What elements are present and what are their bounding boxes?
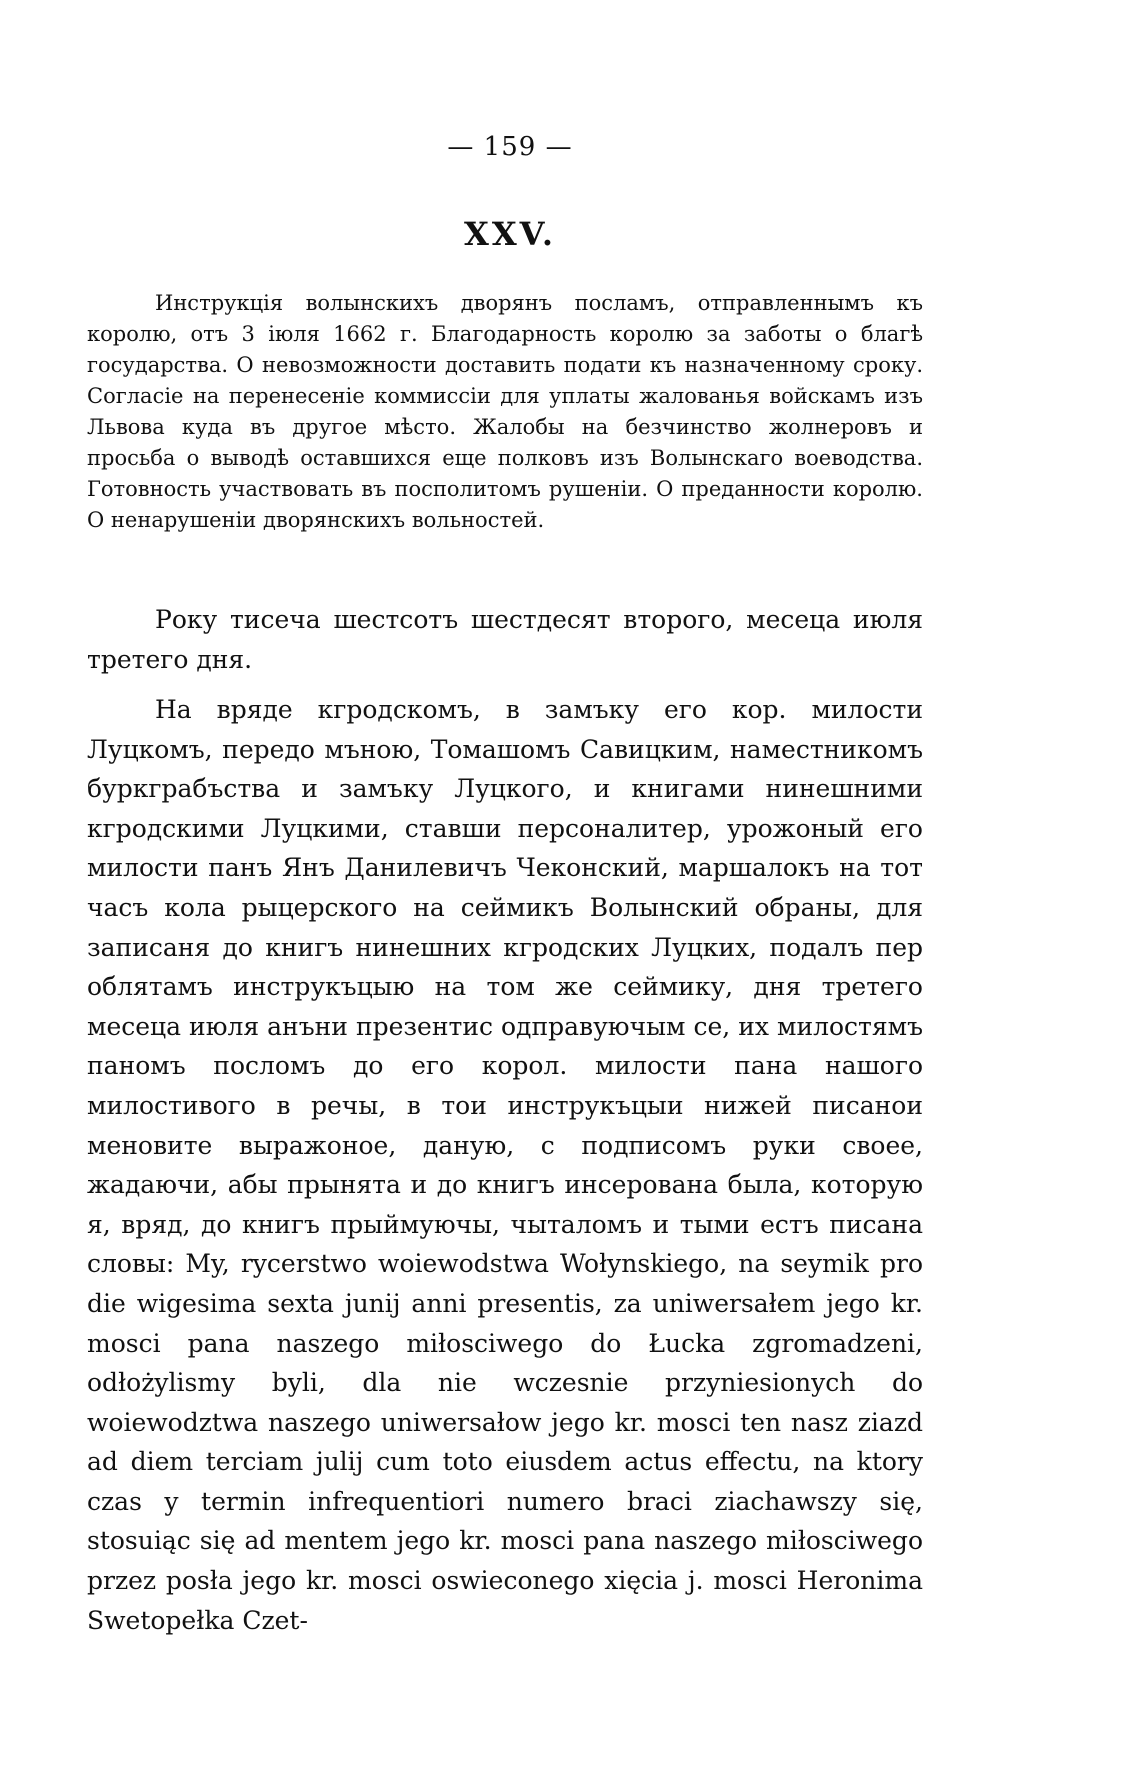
- document-date-paragraph: Року тисеча шестсотъ шестдесят второго, месеца июля третего дня.: [87, 605, 923, 674]
- document-body-paragraph: На вряде кгродскомъ, в замъку его кор. милости Луцкомъ, передо мъною, Томашомъ Савицким, наместникомъ буркграбъства и замъку Луцкого, и книгами нинешними кгродскими Луцкими, ставши персоналитер, урожоный его милости панъ Янъ Данилевичъ Чеконский, маршалокъ на тот часъ кола рыцерского на сеймикъ Волынский обраны, для записаня до книгъ нинешних кгродских Луцких, подалъ пер облятамъ инструкъцыю на том же сеймику, дня третего месеца июля анъни презентис одправуючым се, их милостямъ паномъ посломъ до его корол. милости пана нашого милостивого в речы, в тои инструкъцыи нижей писанои меновите выражоное, даную, с подписомъ руки своее, жадаючи, абы прынята и до книгъ инсерована была, которую я, вряд, до книгъ прыймуючы, чыталомъ и тыми естъ писана словы: My, rycerstwo woiewodstwa Wołynskiego, na seymik pro die wigesima sexta junij anni presentis, za uniwersałem jego kr. mosci pana naszego miłosciwego do Łucka zgromadzeni, odłożylismy byli, dla nie wczesnie przyniesionych do woiewodztwa naszego uniwersałow jego kr. mosci ten nasz ziazd ad diem terciam julij cum toto eiusdem actus effectu, na ktory czas y termin infrequentiori numero braci ziachawszy się, stosuiąc się ad mentem jego kr. mosci pana naszego miłosciwego przez posła jego kr. mosci oswieconego xięcia j. mosci Heronima Swetopełka Czet-: [87, 695, 923, 1635]
- page-number: — 159 —: [447, 132, 573, 162]
- document-summary: Инструкція волынскихъ дворянъ посламъ, отправленнымъ къ королю, отъ 3 іюля 1662 г. Благодарность королю за заботы о благѣ государства. О невозможности доставить подати къ назначенному сроку. Согласіе на перенесеніе коммиссіи для уплаты жалованья войскамъ изъ Львова куда въ другое мѣсто. Жалобы на безчинство жолнеровъ и просьба о выводѣ оставшихся еще полковъ изъ Волынскаго воеводства. Готовность участвовать въ посполитомъ рушеніи. О преданности королю. О ненарушеніи дворянскихъ вольностей.: [87, 291, 923, 532]
- document-number-heading: XXV.: [463, 215, 557, 253]
